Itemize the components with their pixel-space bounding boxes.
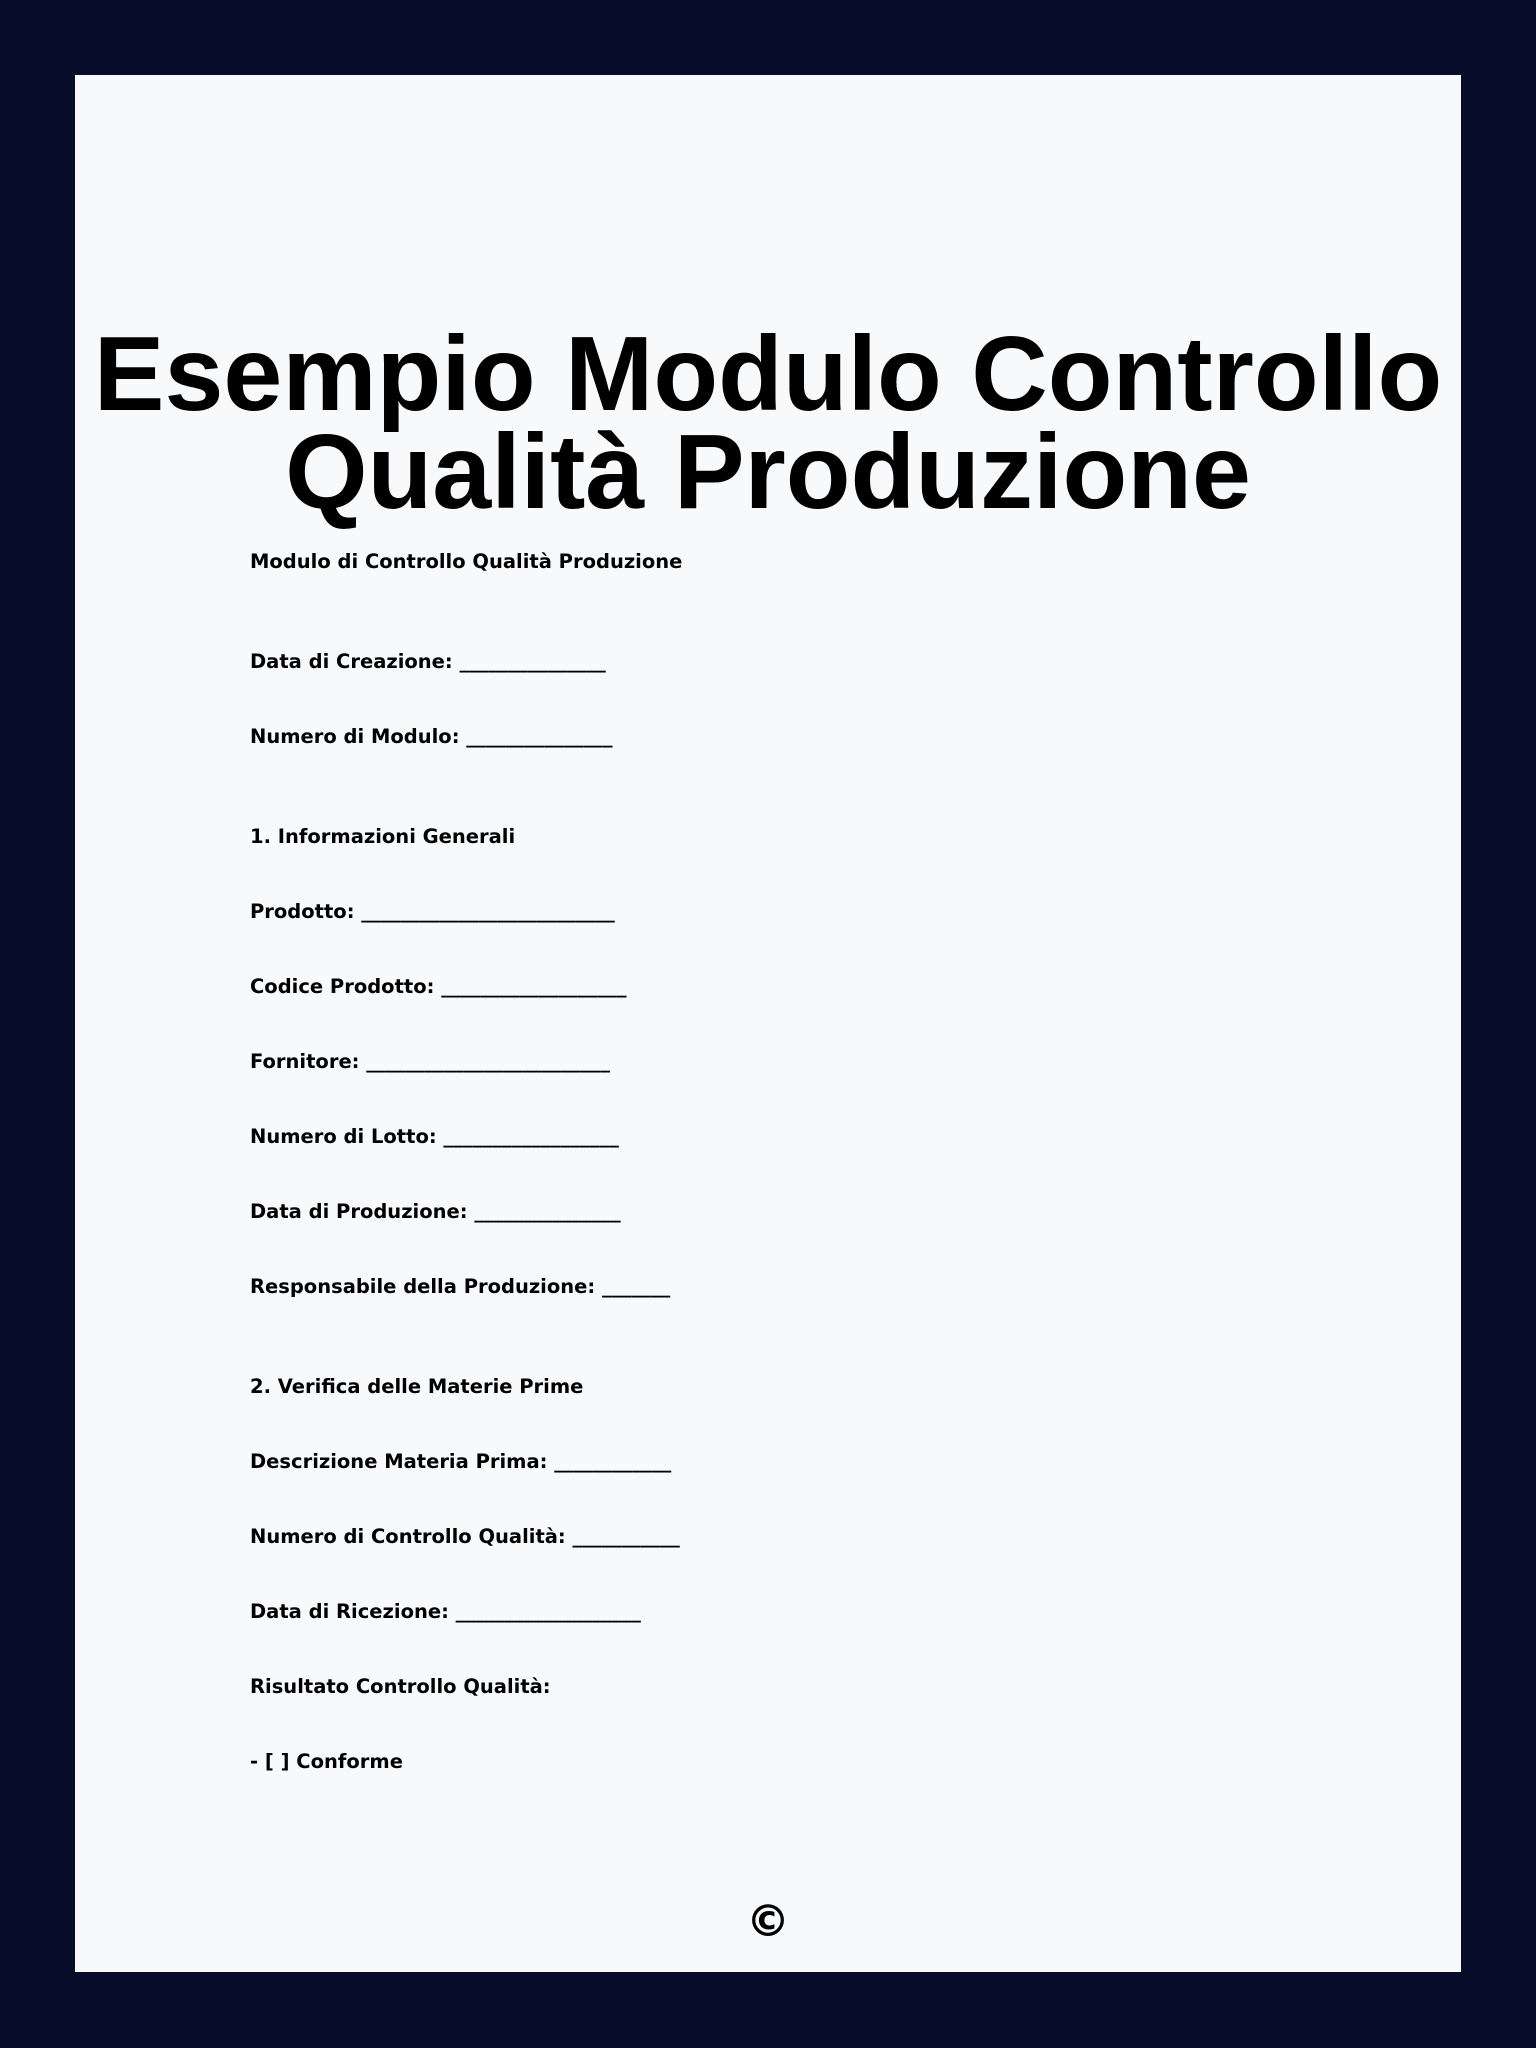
field-quality-control-result: Risultato Controllo Qualità: [250, 1675, 551, 1698]
title-line-1: Esempio Modulo Controllo [93, 315, 1443, 433]
document-page [75, 75, 1461, 1972]
field-quality-control-number: Numero di Controllo Qualità: ___________ [250, 1525, 680, 1548]
copyright-icon: © [746, 1896, 790, 1947]
title-line-2: Qualità Produzione [285, 413, 1251, 531]
document-title [75, 315, 1461, 531]
field-receipt-date: Data di Ricezione: ___________________ [250, 1600, 641, 1623]
field-form-number: Numero di Modulo: _______________ [250, 725, 613, 748]
field-product-code: Codice Prodotto: ___________________ [250, 975, 627, 998]
field-product: Prodotto: __________________________ [250, 900, 615, 923]
section-general-info: 1. Informazioni Generali [250, 825, 516, 848]
field-supplier: Fornitore: _________________________ [250, 1050, 611, 1073]
field-production-manager: Responsabile della Produzione: _______ [250, 1275, 671, 1298]
field-lot-number: Numero di Lotto: __________________ [250, 1125, 619, 1148]
field-production-date: Data di Produzione: _______________ [250, 1200, 621, 1223]
form-heading: Modulo di Controllo Qualità Produzione [250, 550, 683, 573]
field-creation-date: Data di Creazione: _______________ [250, 650, 606, 673]
field-raw-material-description: Descrizione Materia Prima: ____________ [250, 1450, 672, 1473]
section-raw-materials: 2. Verifica delle Materie Prime [250, 1375, 584, 1398]
checkbox-compliant: - [ ] Conforme [250, 1750, 403, 1773]
